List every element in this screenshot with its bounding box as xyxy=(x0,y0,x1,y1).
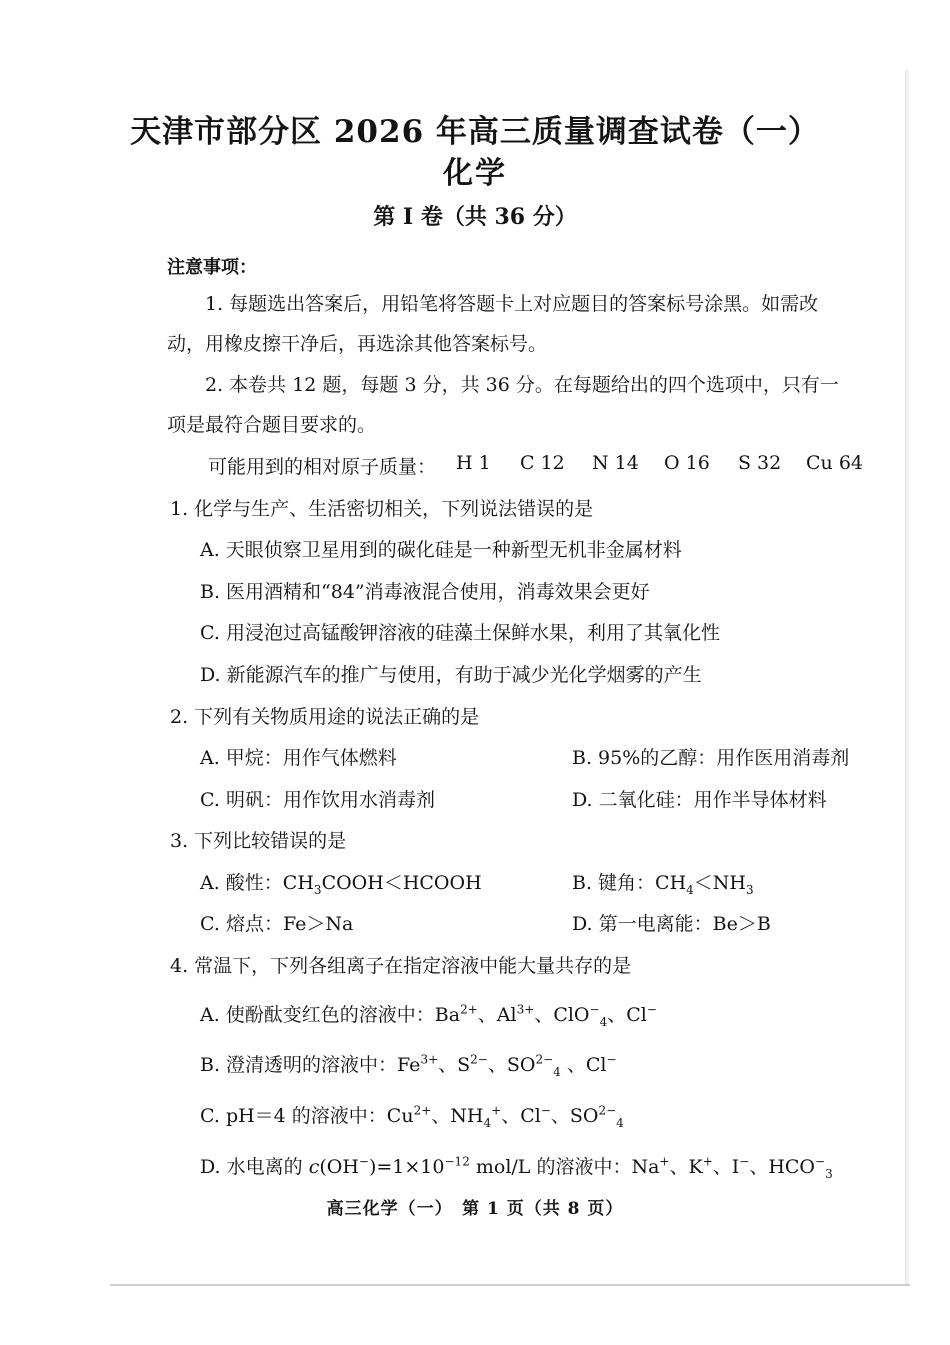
notice-item-2: 2. 本卷共 12 题，每题 3 分，共 36 分。在每题给出的四个选项中，只有一 xyxy=(205,374,839,396)
exam-title: 天津市部分区 2026 年高三质量调查试卷（一） xyxy=(130,114,820,150)
question-1-option-b: B. 医用酒精和“84”消毒液混合使用，消毒效果会更好 xyxy=(200,581,650,603)
question-4-option-c: C. pH＝4 的溶液中：$Cu^{2+}$、$NH_4^+$、Cl−、$SO^{2-}_4$ xyxy=(200,1103,624,1130)
question-1-stem: 1. 化学与生产、生活密切相关，下列说法错误的是 xyxy=(170,498,594,520)
notice-item-1-cont: 动，用橡皮擦干净后，再选涂其他答案标号。 xyxy=(167,333,548,355)
question-2-option-a: A. 甲烷：用作气体燃料 xyxy=(200,747,397,769)
question-4-stem: 4. 常温下，下列各组离子在指定溶液中能大量共存的是 xyxy=(170,955,632,977)
question-4-option-b: B. 澄清透明的溶液中：$Fe^{3+}$、$S^{2-}$、$SO^{2-}_4$ 、Cl− xyxy=(200,1052,617,1079)
section-title: 第 Ⅰ 卷（共 36 分） xyxy=(373,204,577,230)
notice-item-2-cont: 项是最符合题目要求的。 xyxy=(167,414,377,436)
question-1-option-d: D. 新能源汽车的推广与使用，有助于减少光化学烟雾的产生 xyxy=(200,664,702,686)
question-1-option-a: A. 天眼侦察卫星用到的碳化硅是一种新型无机非金属材料 xyxy=(200,539,682,561)
scan-edge xyxy=(905,70,909,1285)
atomic-mass-cu: Cu 64 xyxy=(806,452,863,474)
question-4-option-d: D. 水电离的 $c(OH^-)=1\times 10^{-12}$ mol/L 的溶液中：Na+、K+、I−、$HCO^-_3$ xyxy=(200,1154,833,1181)
question-3-option-b: B. 键角：$CH_4<NH_3$ xyxy=(572,872,754,897)
question-4-option-a: A. 使酚酞变红色的溶液中：$Ba^{2+}$、$Al^{3+}$、ClO−$_4$、Cl− xyxy=(200,1002,657,1029)
question-2-stem: 2. 下列有关物质用途的说法正确的是 xyxy=(170,706,480,728)
atomic-mass-n: N 14 xyxy=(592,452,639,474)
question-3-option-d: D. 第一电离能：Be＞B xyxy=(572,913,771,935)
question-1-option-c: C. 用浸泡过高锰酸钾溶液的硅藻土保鲜水果，利用了其氧化性 xyxy=(200,622,720,644)
question-2-option-c: C. 明矾：用作饮用水消毒剂 xyxy=(200,789,435,811)
question-2-option-b: B. 95%的乙醇：用作医用消毒剂 xyxy=(572,747,850,769)
atomic-mass-s: S 32 xyxy=(738,452,782,474)
atomic-mass-c: C 12 xyxy=(520,452,565,474)
scan-edge-bottom xyxy=(110,1284,910,1286)
notice-item-1: 1. 每题选出答案后，用铅笔将答题卡上对应题目的答案标号涂黑。如需改 xyxy=(205,293,819,315)
atomic-masses-label: 可能用到的相对原子质量： xyxy=(208,456,437,478)
notice-heading: 注意事项： xyxy=(167,257,257,278)
question-3-option-a: A. 酸性：$CH_3COOH<HCOOH$ xyxy=(200,872,482,897)
question-3-option-c: C. 熔点：Fe＞Na xyxy=(200,913,354,935)
atomic-mass-o: O 16 xyxy=(664,452,710,474)
question-3-stem: 3. 下列比较错误的是 xyxy=(170,830,347,852)
question-2-option-d: D. 二氧化硅：用作半导体材料 xyxy=(572,789,827,811)
subject-title: 化学 xyxy=(443,156,507,191)
atomic-mass-h: H 1 xyxy=(456,452,491,474)
page-footer: 高三化学（一） 第 1 页（共 8 页） xyxy=(326,1199,624,1219)
